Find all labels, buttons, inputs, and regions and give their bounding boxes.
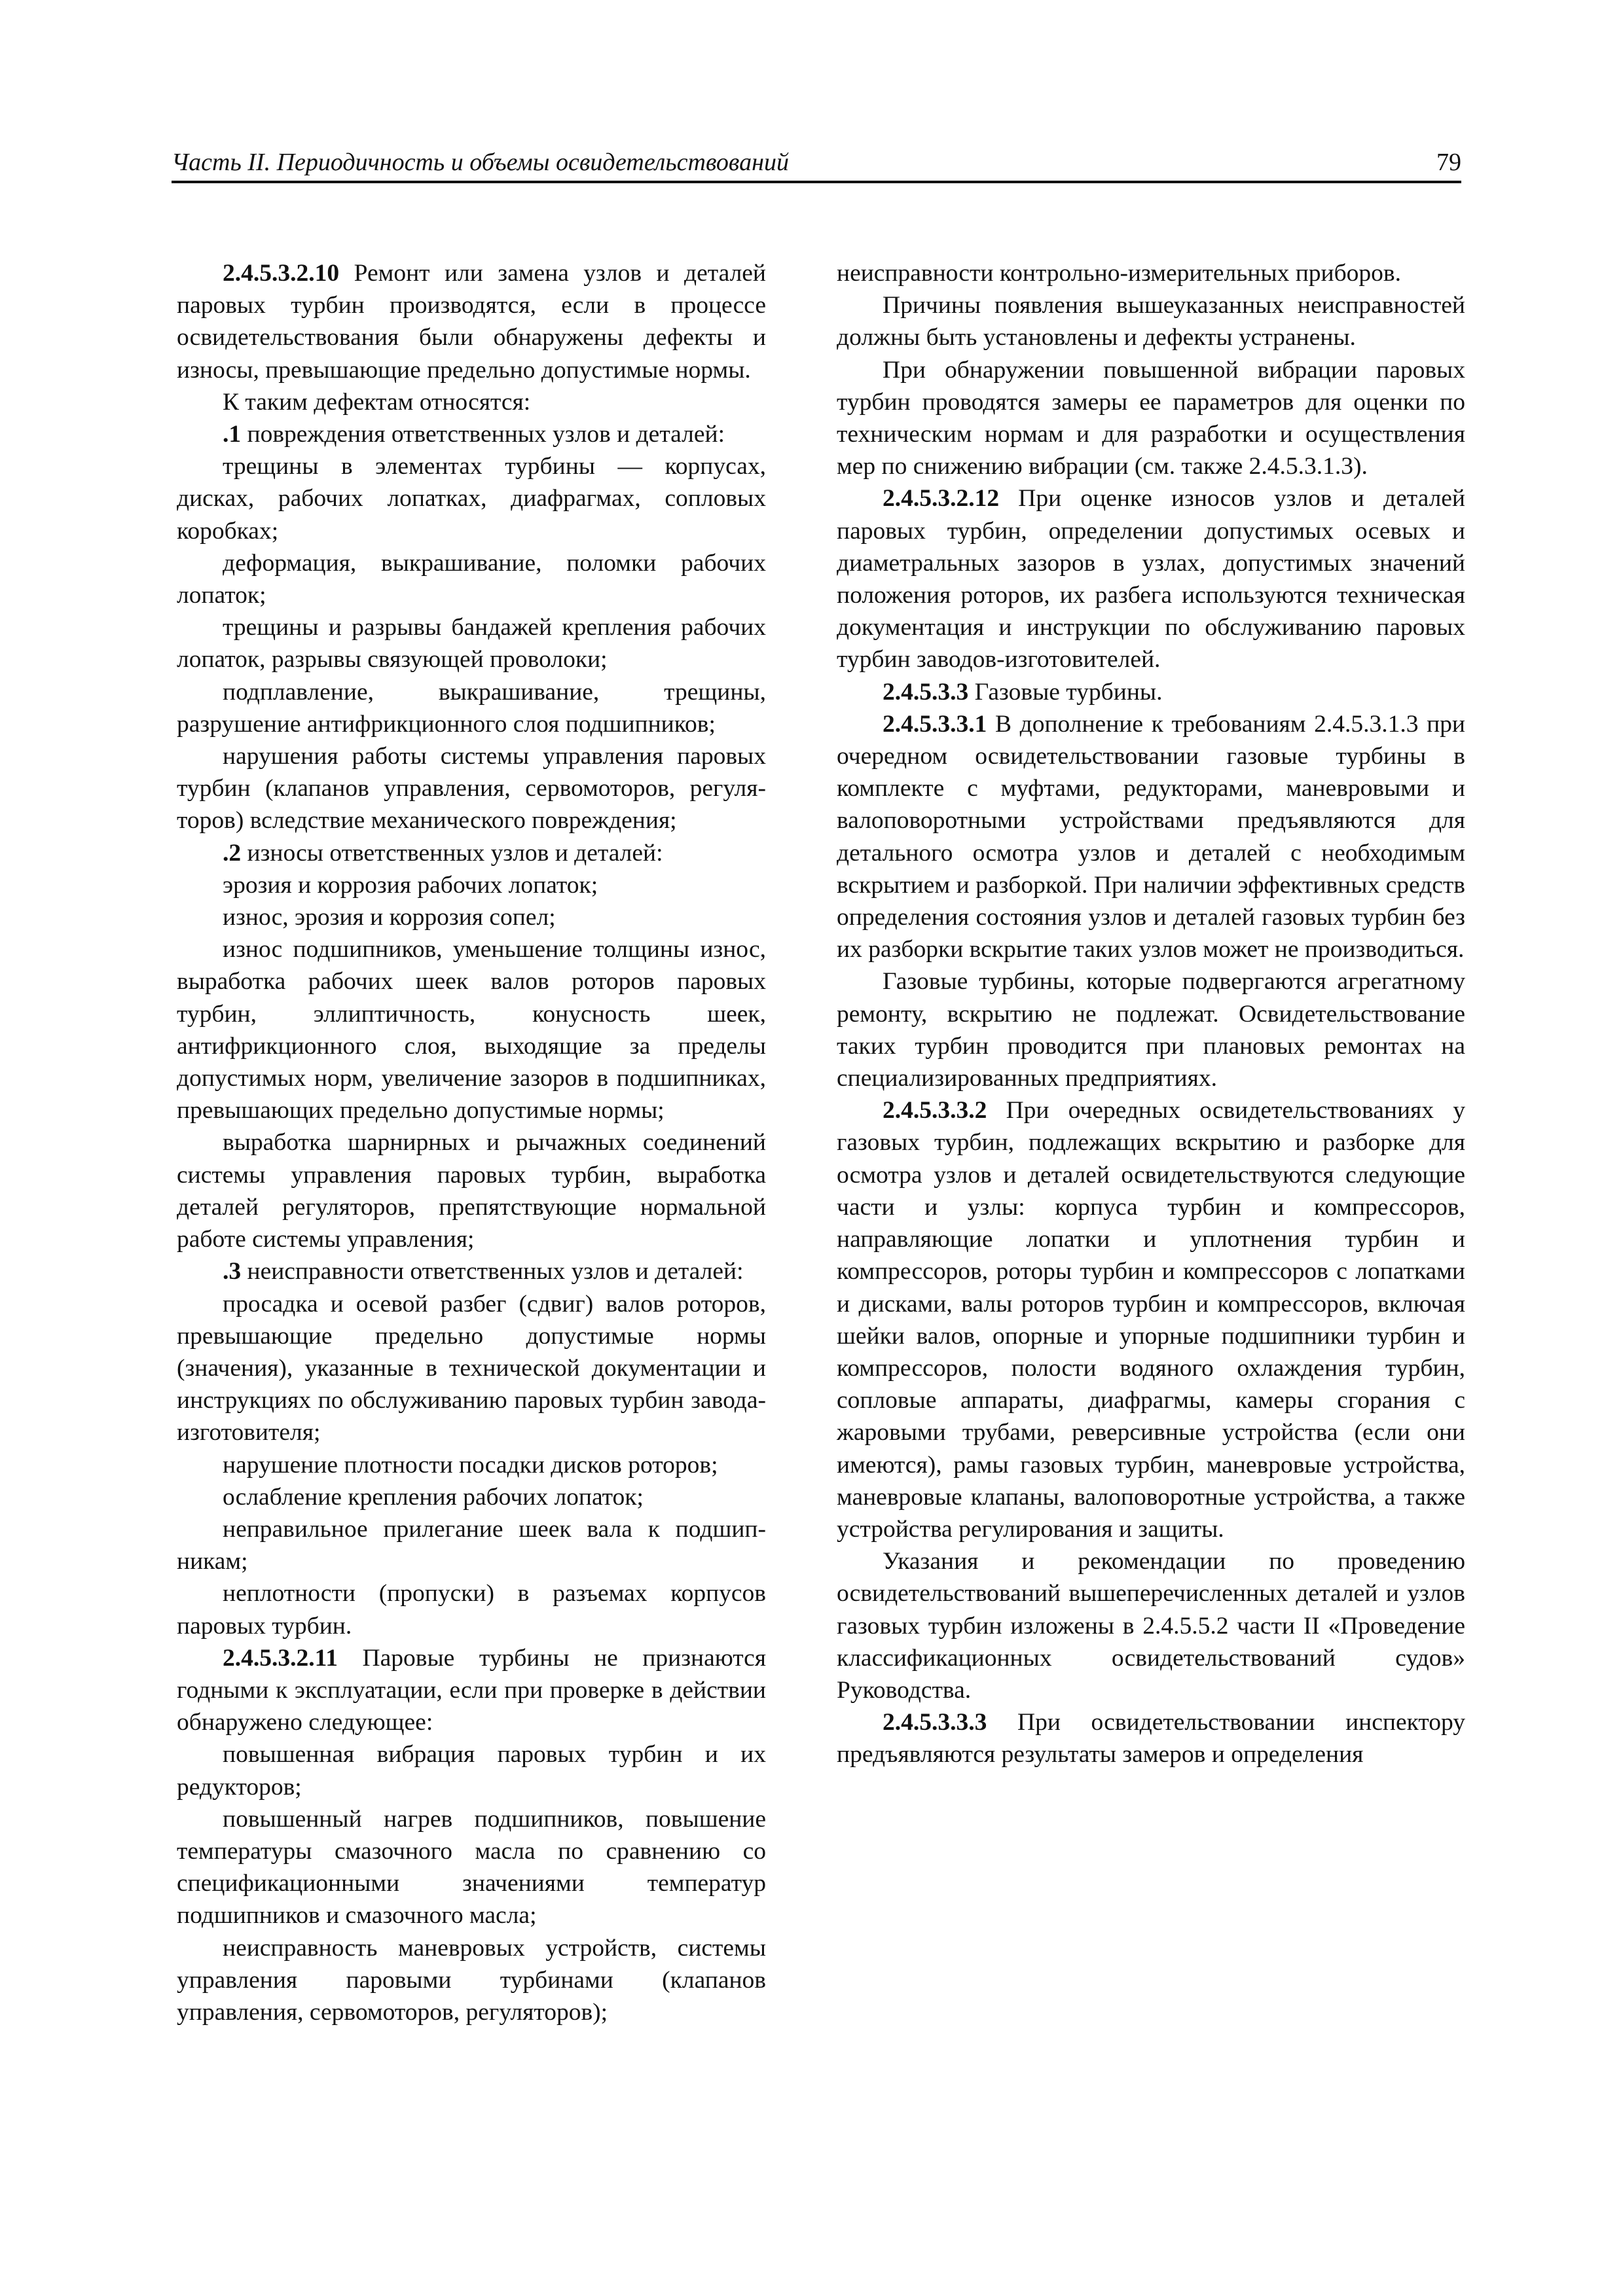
paragraph-text: износы ответственных узлов и деталей: <box>241 839 663 867</box>
paragraph <box>177 1288 766 1449</box>
paragraph-text: При оценке износов узлов и деталей паровых турбин, определении допустимых осевых и диаметральных зазоров в узлах, допустимых значений положения роторов, их разбега используются техническая документация и инструкции по обслуживанию паровых турбин заводов-изготовителей. <box>837 485 1465 673</box>
paragraph-text: При обнаружении повышенной вибрации паровых турбин проводятся замеры ее параметров для оценки по техническим нормам и для разработки и осуществления мер по снижению вибрации (см. также 2.4.5.3.1.3). <box>837 356 1465 480</box>
paragraph <box>177 1255 766 1287</box>
paragraph <box>837 1545 1465 1706</box>
paragraph <box>177 933 766 1126</box>
paragraph-text: Паровые турбины не признаются годными к эксплуатации, если при проверке в действии обнаружено следующее: <box>177 1644 766 1736</box>
paragraph <box>177 676 766 740</box>
clause-number: .2 <box>223 839 242 867</box>
paragraph-text: Указания и рекомендации по проведению освидетельствований вышеперечисленных деталей и узлов газовых турбин изложены в 2.4.5.5.2 части II «Проведение классификационных освидетельствований судов» Руководства. <box>837 1548 1465 1704</box>
paragraph-text: деформация, выкрашивание, поломки рабочих лопаток; <box>177 549 766 609</box>
left-column <box>177 257 766 2028</box>
paragraph-text: нарушение плотности посадки дисков роторов; <box>223 1451 718 1479</box>
clause-number: 2.4.5.3.3.3 <box>883 1709 987 1736</box>
paragraph <box>177 1577 766 1641</box>
paragraph-text: повышенная вибрация паровых турбин и их редукторов; <box>177 1741 766 1801</box>
paragraph-text: неправильное прилегание шеек вала к подшипникам; <box>177 1515 766 1575</box>
clause-number: 2.4.5.3.2.11 <box>223 1644 338 1672</box>
paragraph <box>837 1094 1465 1545</box>
paragraph <box>177 1513 766 1577</box>
paragraph <box>177 257 766 386</box>
paragraph <box>177 901 766 933</box>
paragraph-text: неисправность маневровых устройств, системы управления паровыми турбинами (клапанов управления, сервомоторов, регуляторов); <box>177 1934 766 2026</box>
paragraph-text: трещины и разрывы бандажей крепления рабочих лопаток, разрывы связующей проволоки; <box>177 614 766 673</box>
running-header-title: Часть II. Периодичность и объемы освидетельствований <box>172 149 790 176</box>
paragraph <box>177 611 766 675</box>
paragraph-text: выработка шарнирных и рычажных соединений системы управления паровых турбин, выработка деталей регуляторов, препятствующие нормальной работе системы управления; <box>177 1129 766 1253</box>
paragraph-text: Газовые турбины, которые подвергаются агрегатному ремонту, вскрытию не подлежат. Освидетельствование таких турбин проводится при плановых ремонтах на специализированных предприятиях. <box>837 968 1465 1092</box>
clause-number: 2.4.5.3.2.12 <box>883 485 1000 512</box>
paragraph-text: износ, эрозия и коррозия сопел; <box>223 904 556 931</box>
paragraph-text: К таким дефектам относятся: <box>223 388 531 416</box>
paragraph-text: неисправности ответственных узлов и деталей: <box>241 1258 744 1285</box>
paragraph <box>177 450 766 547</box>
paragraph <box>177 1481 766 1513</box>
paragraph-text: При очередных освидетельствованиях у газовых турбин, подлежащих вскрытию и разборке для осмотра узлов и деталей освидетельствуются следующие части и узлы: корпуса турбин и компрессоров, направляющие лопатки и уплотнения турбин и компрессоров, роторы турбин и компрессоров с лопатками и дисками, валы роторов турбин и компрессоров, включая шейки валов, опорные и упорные подшипники турбин и компрессоров, полости водяного охлаждения турбин, сопловые аппараты, диафрагмы, камеры сгорания с жаровыми трубами, реверсивные устройства (если они имеются), рамы газовых турбин, маневровые устройства, маневровые клапаны, валоповоротные устройства, а также устройства регулирования и защиты. <box>837 1097 1465 1543</box>
clause-number: .3 <box>223 1258 242 1285</box>
clause-number: 2.4.5.3.3.2 <box>883 1097 987 1124</box>
paragraph-text: повреждения ответственных узлов и деталей: <box>241 421 725 448</box>
paragraph <box>177 1803 766 1932</box>
paragraph <box>177 740 766 837</box>
clause-number: 2.4.5.3.3 <box>883 678 969 706</box>
paragraph-text: В дополнение к требованиям 2.4.5.3.1.3 при очередном освидетельствовании газовые турбины в комплекте с муфтами, редукторами, маневровыми и валоповоротными устройствами предъявляются для детального осмотра узлов и деталей с необходимым вскрытием и разборкой. При наличии эффективных средств определения состояния узлов и деталей газовых турбин без их разборки вскрытие таких узлов может не производиться. <box>837 710 1465 963</box>
right-column <box>837 257 1465 1771</box>
running-header <box>172 145 1461 183</box>
paragraph-text: подплавление, выкрашивание, трещины, разрушение антифрикционного слоя подшипников; <box>177 678 766 738</box>
paragraph-text: нарушения работы системы управления паровых турбин (клапанов управления, сервомоторов, регуляторов) вследствие механического повреждения; <box>177 743 766 834</box>
paragraph <box>177 837 766 869</box>
paragraph-text: износ подшипников, уменьшение толщины износ, выработка рабочих шеек валов роторов паровых турбин, эллиптичность, конусность шеек, антифрикционного слоя, выходящие за пределы допустимых норм, увеличение зазоров в подшипниках, превышающих предельно допустимые нормы; <box>177 936 766 1124</box>
paragraph-text: неплотности (пропуски) в разъемах корпусов паровых турбин. <box>177 1580 766 1640</box>
paragraph <box>177 1449 766 1481</box>
paragraph <box>177 547 766 611</box>
paragraph <box>837 708 1465 966</box>
page-number: 79 <box>1436 149 1461 176</box>
paragraph-text: Причины появления вышеуказанных неисправностей должны быть установлены и дефекты устранены. <box>837 292 1465 351</box>
paragraph <box>837 289 1465 353</box>
paragraph <box>177 1738 766 1803</box>
paragraph <box>177 418 766 450</box>
paragraph <box>837 257 1465 289</box>
paragraph-text: При освидетельствовании инспектору предъявляются результаты замеров и определения <box>837 1709 1465 1768</box>
paragraph <box>837 354 1465 483</box>
paragraph <box>177 1932 766 2029</box>
paragraph-text: эрозия и коррозия рабочих лопаток; <box>223 871 598 899</box>
paragraph-text: неисправности контрольно-измерительных приборов. <box>837 260 1402 287</box>
paragraph-text: трещины в элементах турбины — корпусах, дисках, рабочих лопатках, диафрагмах, сопловых коробках; <box>177 453 766 545</box>
paragraph <box>837 482 1465 675</box>
paragraph <box>837 1706 1465 1770</box>
paragraph-text: просадка и осевой разбег (сдвиг) валов роторов, превышающие предельно допустимые нормы (значения), указанные в технической документации и инструкциях по обслуживанию паровых турбин завода-изготовителя; <box>177 1290 766 1446</box>
clause-number: 2.4.5.3.3.1 <box>883 710 987 738</box>
paragraph <box>177 1126 766 1255</box>
clause-number: .1 <box>223 421 242 448</box>
paragraph-text: повышенный нагрев подшипников, повышение температуры смазочного масла по сравнению со спецификационными значениями температур подшипников и смазочного масла; <box>177 1805 766 1929</box>
paragraph <box>177 1642 766 1739</box>
paragraph <box>177 869 766 901</box>
paragraph <box>837 676 1465 708</box>
paragraph-text: Газовые турбины. <box>968 678 1163 706</box>
clause-number: 2.4.5.3.2.10 <box>223 260 340 287</box>
paragraph <box>837 965 1465 1094</box>
paragraph-text: Ремонт или замена узлов и деталей паровых турбин производятся, если в процессе освидетельствования были обнаружены дефекты и износы, превышающие предельно допустимые нормы. <box>177 260 766 384</box>
paragraph <box>177 386 766 418</box>
paragraph-text: ослабление крепления рабочих лопаток; <box>223 1483 644 1511</box>
